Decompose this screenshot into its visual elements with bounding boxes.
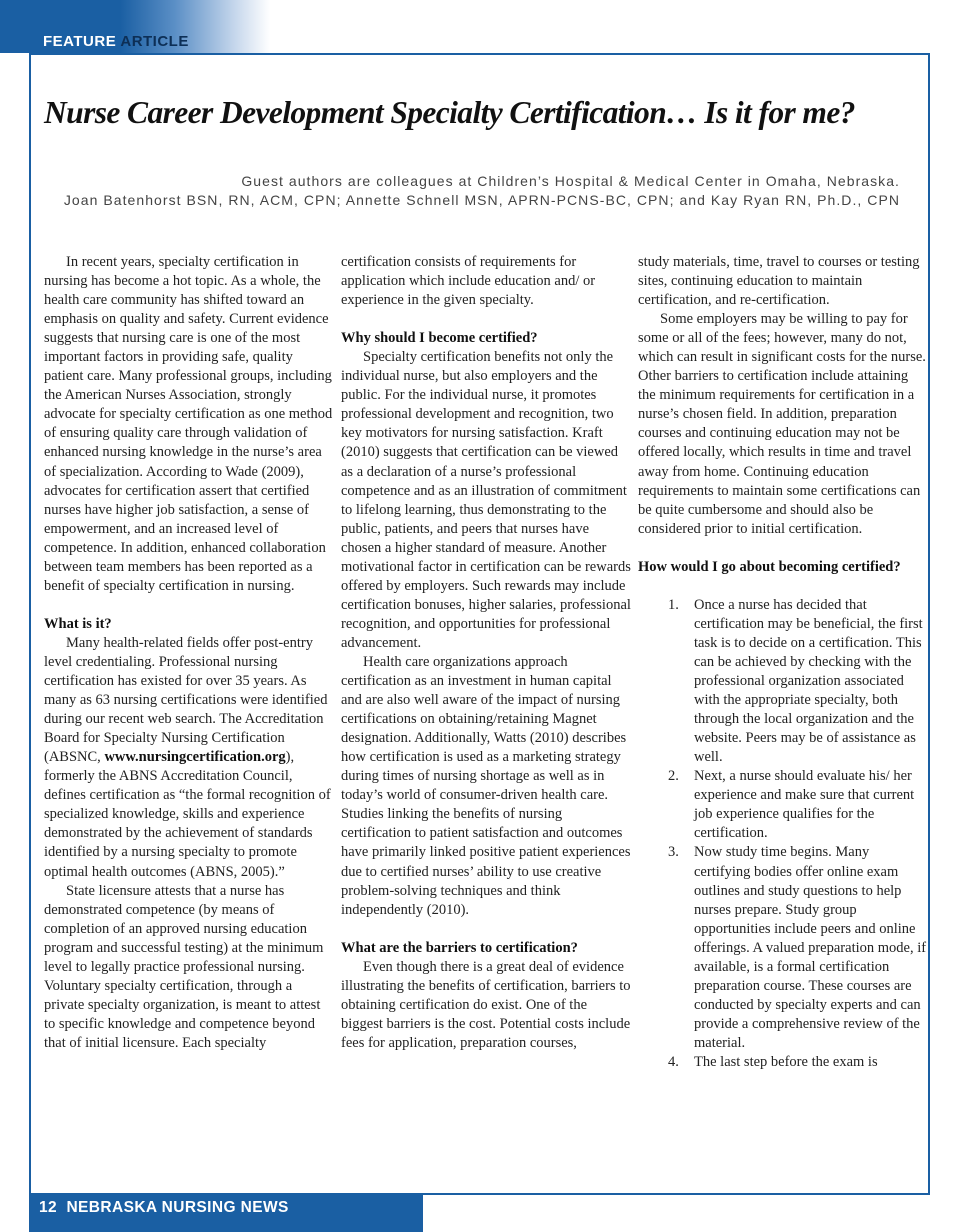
- author-byline: [40, 172, 900, 210]
- list-item: [638, 1053, 928, 1072]
- nursingcertification-link[interactable]: www.nursingcertification.org: [104, 749, 286, 766]
- heading-what-is-it: What is it?: [44, 615, 112, 632]
- what-paragraph-1: [44, 634, 334, 882]
- step-text: Next, a nurse should evaluate his/ her experience and make sure that current job experience qualifies for the certification.: [694, 768, 915, 842]
- what-paragraph-2-continued: certification consists of requirements for application which include education and/ or experience in the given specialty.: [341, 254, 596, 309]
- authors-affiliation: Guest authors are colleagues at Children’s Hospital & Medical Center in Omaha, Nebraska.: [241, 173, 900, 189]
- step-number: 2.: [668, 768, 679, 785]
- authors-names: Joan Batenhorst BSN, RN, ACM, CPN; Annette Schnell MSN, APRN-PCNS-BC, CPN; and Kay Ryan RN, Ph.D., CPN: [63, 192, 900, 208]
- footer-bar: [29, 1195, 423, 1232]
- publication-name: NEBRASKA NURSING NEWS: [66, 1199, 289, 1216]
- step-text: The last step before the exam is: [694, 1053, 878, 1070]
- footer-label: [39, 1199, 289, 1217]
- section-label-feature: FEATURE: [43, 33, 117, 50]
- heading-barriers: What are the barriers to certification?: [341, 939, 578, 956]
- step-text: Now study time begins. Many certifying bodies offer online exam outlines and study questions to help nurses prepare. Study group opportunities include peers and online offerings. A valued preparation mode, if available, is a formal certification preparation course. These courses are conducted by specialty experts and can provide a comprehensive review of the material.: [694, 844, 927, 1051]
- step-text: Once a nurse has decided that certification may be beneficial, the first task is to decide on a certification. This can be achieved by checking with the professional organization associated with the appropriate specialty, both through the local organization and the website. Peers may be of assistance as well.: [694, 596, 923, 766]
- column-3: [638, 253, 928, 1072]
- certification-steps-list: [638, 596, 928, 1072]
- list-item: [638, 843, 928, 1053]
- why-paragraph-2: Health care organizations approach certification as an investment in human capital and are also well aware of the impact of nursing certifications on obtaining/retaining Magnet designation. Additionally, Watts (2010) describes how certification is used as a marketing strategy during times of nursing shortage as well as in today’s world of consumer-driven health care. Studies linking the benefits of nursing certification to patient satisfaction and outcomes have primarily linked positive patient experiences due to certified nurses’ ability to use creative problem-solving techniques and think independently (2010).: [341, 653, 631, 918]
- list-item: [638, 767, 928, 843]
- intro-paragraph: In recent years, specialty certification in nursing has become a hot topic. As a whole, the health care community has shifted toward an emphasis on quality and safety. Current evidence suggests that nursing care is one of the most important factors in providing safe, quality patient care. Many professional groups, including the American Nurses Association, strongly advocate for specialty certification as one method of ensuring quality care through validation of enhanced nursing knowledge in the nurse’s area of specialization. According to Wade (2009), advocates for certification assert that certified nurses have higher job satisfaction, a sense of empowerment, and an increased level of competence. In addition, enhanced collaboration between team members has been reported as a benefit of specialty certification in nursing.: [44, 254, 333, 594]
- what-paragraph-2: State licensure attests that a nurse has demonstrated competence (by means of completion of an approved nursing education program and successful testing) at the minimum level to legally practice professional nursing. Voluntary specialty certification, through a private specialty organization, is meant to attest to specific knowledge and competence beyond that of initial licensure. Each specialty: [44, 882, 324, 1051]
- step-number: 4.: [668, 1053, 679, 1070]
- feature-banner: [0, 0, 270, 53]
- step-number: 3.: [668, 844, 679, 861]
- barriers-paragraph-2: Some employers may be willing to pay for some or all of the fees; however, many do not, which can result in significant costs for the nurse. Other barriers to certification include attaining the minimum requirements for certification in a nurse’s chosen field. In addition, preparation courses and continuing education may not be offered locally, which results in time and travel away from home. Continuing education requirements to maintain some certifications can be quite cumbersome and should also be considered prior to initial certification.: [638, 311, 926, 537]
- article-title: Nurse Career Development Specialty Certification… Is it for me?: [44, 95, 855, 130]
- column-1: [44, 253, 334, 1053]
- barriers-paragraph-1: Even though there is a great deal of evidence illustrating the benefits of certification, barriers to obtaining certification do exist. One of the biggest barriers is the cost. Potential costs include fees for application, preparation courses,: [341, 958, 631, 1051]
- what-paragraph-1-b: ), formerly the ABNS Accreditation Council, defines certification as “the formal recognition of specialized knowledge, skills and experience demonstrated by the achievement of standards identified by a nursing specialty to promote optimal health outcomes (ABNS, 2005).”: [44, 749, 331, 880]
- banner-block: [0, 0, 100, 28]
- heading-how-to-certify: How would I go about becoming certified?: [638, 558, 901, 575]
- barriers-paragraph-1-continued: study materials, time, travel to courses or testing sites, continuing education to maintain certification, and re-certification.: [638, 254, 920, 309]
- column-2: [341, 253, 631, 1053]
- section-label-article: ARTICLE: [120, 33, 189, 50]
- why-paragraph-1: Specialty certification benefits not only the individual nurse, but also employers and the public. For the individual nurse, it promotes professional development and recognition, two key motivators for nursing satisfaction. Kraft (2010) suggests that certification can be viewed as a declaration of a nurse’s professional competence and as an illustration of commitment to lifelong learning, thus demonstrating to the public, patients, and peers that nurses have chosen a higher standard of measure. Another motivational factor in certification can be rewards offered by employers. Such rewards may include certification bonuses, higher salaries, professional recognition, and opportunities for professional advancement.: [341, 349, 631, 651]
- page-number: 12: [39, 1199, 58, 1216]
- list-item: [638, 596, 928, 767]
- section-label: [43, 33, 189, 50]
- step-number: 1.: [668, 596, 679, 613]
- what-paragraph-1-a: Many health-related fields offer post-entry level credentialing. Professional nursing certification has existed for over 35 years. As many as 63 nursing certifications were identified during our recent web search. The Accreditation Board for Specialty Nursing Certification (ABSNC,: [44, 634, 328, 766]
- heading-why-certified: Why should I become certified?: [341, 330, 538, 347]
